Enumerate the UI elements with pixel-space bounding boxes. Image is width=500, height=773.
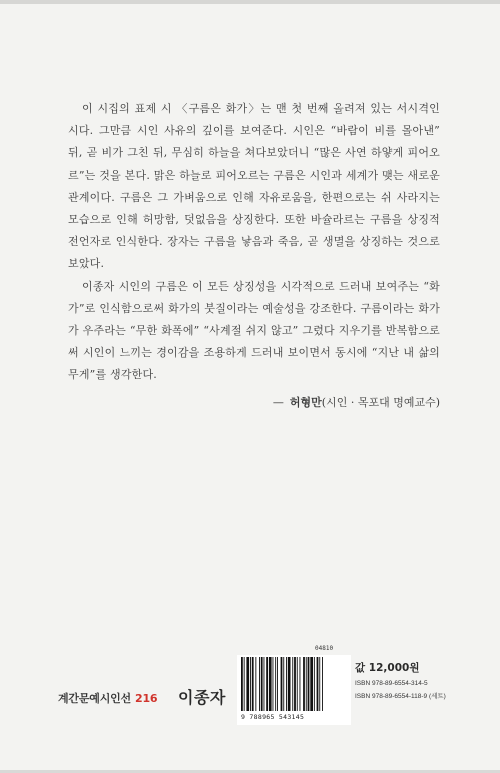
barcode-bar (322, 657, 323, 711)
signature-name: 허형만 (289, 395, 322, 409)
barcode-bar (288, 657, 291, 711)
barcode-bar (292, 657, 293, 711)
barcode-bar (275, 657, 276, 711)
barcode-bar (306, 657, 307, 711)
isbn-line-1: ISBN 978-89-6554-314-5 (355, 680, 428, 687)
barcode (237, 645, 351, 727)
barcode-bar (250, 657, 251, 711)
author-name: 이종자 (178, 688, 226, 707)
barcode-bar (283, 657, 284, 711)
barcode-bar (308, 657, 310, 711)
signature-dash: — (272, 395, 284, 409)
barcode-bar (319, 657, 320, 711)
barcode-bars (241, 657, 347, 713)
barcode-bar (300, 657, 301, 711)
review-text (68, 98, 440, 413)
barcode-bar (246, 657, 249, 711)
barcode-bar (264, 657, 265, 711)
review-paragraph-1: 이 시집의 표제 시 〈구름은 화가〉는 맨 첫 번째 올려져 있는 서시격인 시다. 그만큼 시인 사유의 깊이를 보여준다. 시인은 “바람이 비를 몰아낸” 뒤, 곧 비가 그친 뒤, 무심히 하늘을 쳐다보았더니 “많은 사연 하얗게 피어오르”는 것을 본다. 맑은 하늘로 피어오르는 구름은 시인과 세계가 맺는 새로운 관계이다. 구름은 그 가벼움으로 인해 자유로움을, 한편으로는 쉬 사라지는 모습으로 인해 허망함, 덧없음을 상징한다. 또한 바슐라르는 구름을 상징적 전언자로 인식한다. 장자는 구름을 낳음과 죽음, 곧 생멸을 상징하는 것으로 보았다. (68, 102, 440, 271)
barcode-bar (317, 657, 319, 711)
barcode-bar (241, 657, 243, 711)
isbn-line-2: ISBN 978-89-6554-118-9 (세트) (355, 693, 446, 700)
barcode-bar (294, 657, 296, 711)
series-label (58, 690, 157, 706)
top-edge (0, 0, 500, 4)
barcode-bar (281, 657, 283, 711)
barcode-bar (255, 657, 256, 711)
barcode-digits: 9 788965 543145 (241, 713, 305, 721)
barcode-bar (252, 657, 254, 711)
barcode-bar (297, 657, 298, 711)
barcode-bar (303, 657, 305, 711)
barcode-bar (269, 657, 272, 711)
barcode-bar (244, 657, 245, 711)
review-paragraph-2: 이종자 시인의 구름은 이 모든 상징성을 시각적으로 드러내 보여주는 “화가”로 인식함으로써 화가의 붓질이라는 예술성을 강조한다. 구름이라는 화가가 우주라는 “무한 화폭에” “사계절 쉬지 않고” 그렸다 지우기를 반복함으로써 시인이 느끼는 경이감을 조용하게 드러내 보이면서 동시에 “지난 내 삶의 무게”를 생각한다. (68, 279, 440, 382)
signature-affiliation: (시인 · 목포대 명예교수) (321, 395, 440, 409)
barcode-bar (259, 657, 260, 711)
barcode-bar (310, 657, 313, 711)
barcode-bar (314, 657, 315, 711)
barcode-bar (261, 657, 263, 711)
price-label: 값 12,000원 (355, 662, 420, 674)
barcode-bar (273, 657, 274, 711)
barcode-bar (286, 657, 287, 711)
review-signature (68, 393, 440, 413)
series-name: 계간문예시인선 (58, 692, 131, 705)
barcode-bar (277, 657, 278, 711)
series-number: 216 (134, 692, 158, 705)
barcode-addon-number: 04810 (315, 645, 334, 652)
barcode-bar (266, 657, 268, 711)
